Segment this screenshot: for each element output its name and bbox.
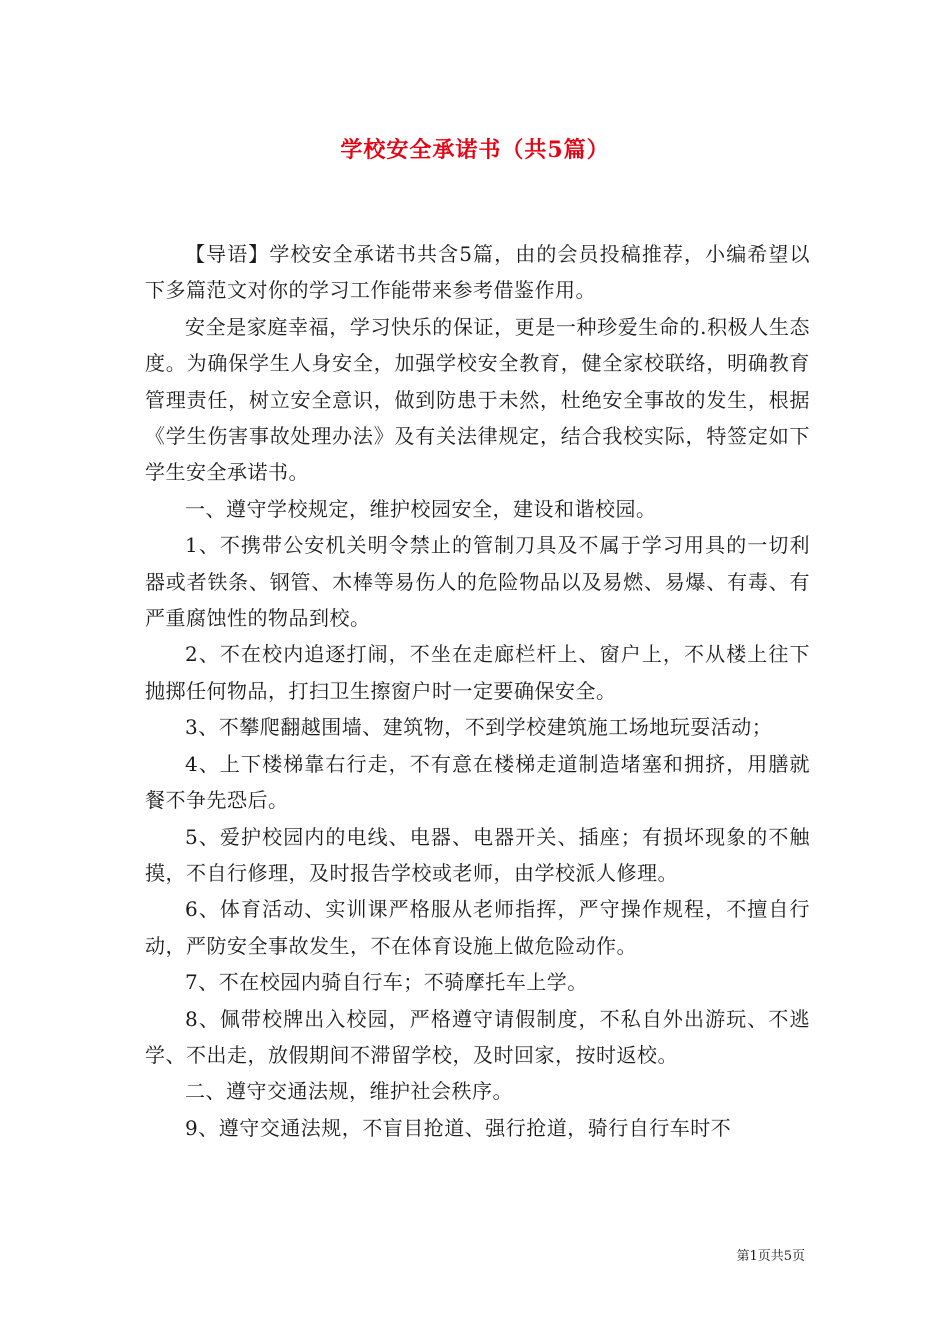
list-item: 3、不攀爬翻越围墙、建筑物，不到学校建筑施工场地玩耍活动； — [185, 715, 773, 740]
list-item: 9、遵守交通法规，不盲目抢道、强行抢道，骑行自行车时不 — [185, 1115, 732, 1140]
list-item: 2、不在校内追逐打闹，不坐在走廊栏杆上、窗户上，不从楼上往下抛掷任何物品，打扫卫生擦窗户时一定要确保安全。 — [145, 642, 810, 703]
section-heading-1: 一、遵守学校规定，维护校园安全，建设和谐校园。 — [185, 496, 657, 521]
list-item: 8、佩带校牌出入校园，严格遵守请假制度，不私自外出游玩、不逃学、不出走，放假期间不滞留学校，及时回家，按时返校。 — [145, 1006, 810, 1067]
list-item: 7、不在校园内骑自行车；不骑摩托车上学。 — [185, 970, 588, 995]
paragraph-preamble: 安全是家庭幸福，学习快乐的保证，更是一种珍爱生命的.积极人生态度。为确保学生人身安全，加强学校安全教育，健全家校联络，明确教育管理责任，树立安全意识，做到防患于未然，杜绝安全事故的发生，根据《学生伤害事故处理办法》及有关法律规定，结合我校实际，特签定如下学生安全承诺书。 — [145, 314, 810, 485]
section-heading-2: 二、遵守交通法规，维护社会秩序。 — [185, 1079, 513, 1104]
document-body — [145, 236, 810, 1146]
list-item: 1、不携带公安机关明令禁止的管制刀具及不属于学习用具的一切利器或者铁条、钢管、木棒等易伤人的危险物品以及易燃、易爆、有毒、有严重腐蚀性的物品到校。 — [145, 533, 810, 631]
list-item: 5、爱护校园内的电线、电器、电器开关、插座；有损坏现象的不触摸，不自行修理，及时报告学校或老师，由学校派人修理。 — [145, 824, 810, 885]
page-number: 第1页共5页 — [736, 1249, 805, 1264]
list-item: 6、体育活动、实训课严格服从老师指挥，严守操作规程，不擅自行动，严防安全事故发生，不在体育设施上做危险动作。 — [145, 897, 810, 958]
list-item: 4、上下楼梯靠右行走，不有意在楼梯走道制造堵塞和拥挤，用膳就餐不争先恐后。 — [145, 751, 810, 813]
paragraph-intro: 【导语】学校安全承诺书共含5篇，由的会员投稿推荐，小编希望以下多篇范文对你的学习工作能带来参考借鉴作用。 — [145, 242, 810, 303]
page-title: 学校安全承诺书（共5篇） — [340, 137, 610, 163]
